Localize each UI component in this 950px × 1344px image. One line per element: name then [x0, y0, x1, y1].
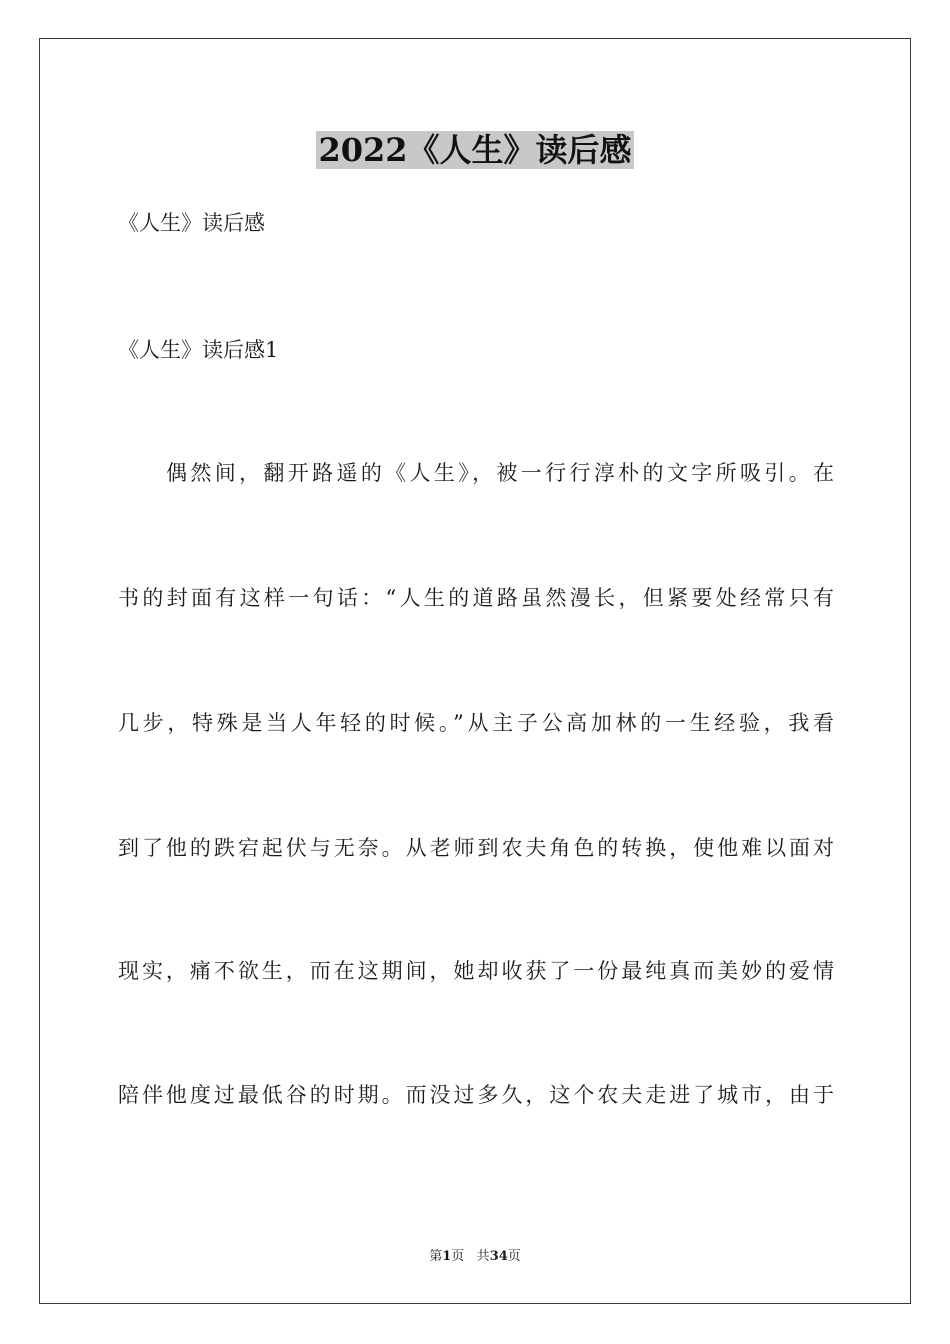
total-suffix: 页	[507, 1249, 521, 1264]
paragraph-line: 书的封面有这样一句话：“人生的道路虽然漫长，但紧要处经常只有	[118, 586, 834, 610]
page-prefix: 第	[429, 1249, 443, 1264]
total-prefix: 共	[476, 1249, 490, 1264]
document-subtitle: 《人生》读后感	[118, 211, 265, 235]
page-number: 1	[442, 1249, 452, 1264]
paragraph-line: 到了他的跌宕起伏与无奈。从老师到农夫角色的转换，使他难以面对	[118, 836, 834, 860]
document-title	[0, 128, 950, 172]
total-pages: 34	[489, 1249, 508, 1264]
paragraph-line: 陪伴他度过最低谷的时期。而没过多久，这个农夫走进了城市，由于	[118, 1083, 834, 1107]
paragraph-line: 现实，痛不欲生，而在这期间，她却收获了一份最纯真而美妙的爱情	[118, 959, 834, 983]
page-suffix: 页	[451, 1249, 465, 1264]
paragraph-line: 几步，特殊是当人年轻的时候。”从主子公高加林的一生经验，我看	[118, 711, 834, 735]
document-title-text: 2022《人生》读后感	[318, 131, 632, 169]
paragraph-line: 偶然间，翻开路遥的《人生》，被一行行淳朴的文字所吸引。在	[166, 461, 834, 485]
page-footer	[0, 1248, 950, 1266]
section-heading: 《人生》读后感1	[118, 338, 279, 362]
